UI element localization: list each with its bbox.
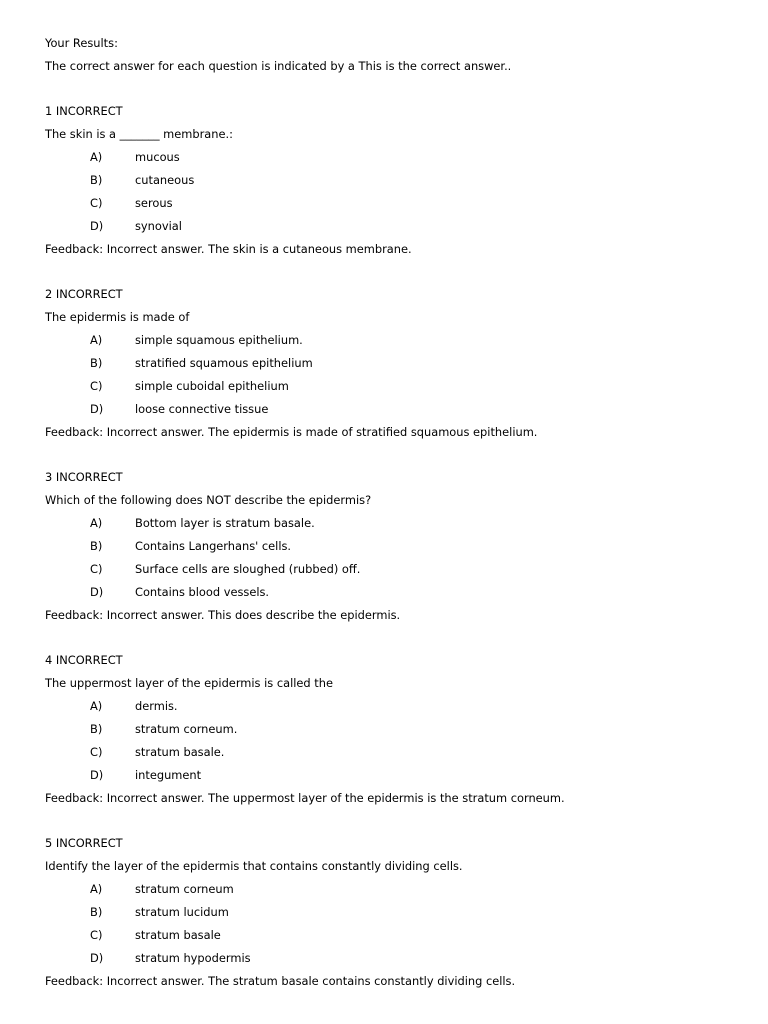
option-text: simple cuboidal epithelium bbox=[135, 379, 289, 393]
option-text: stratum basale. bbox=[135, 745, 225, 759]
question-status: 4 INCORRECT bbox=[45, 653, 123, 667]
option-text: stratum hypodermis bbox=[135, 951, 251, 965]
option-letter: C) bbox=[90, 928, 103, 942]
option-text: Contains blood vessels. bbox=[135, 585, 270, 599]
question-block bbox=[45, 104, 745, 265]
option-text: loose connective tissue bbox=[135, 402, 269, 416]
question-prompt: The epidermis is made of bbox=[45, 310, 190, 324]
option-letter: D) bbox=[90, 585, 104, 599]
option-text: integument bbox=[135, 768, 202, 782]
question-status: 5 INCORRECT bbox=[45, 836, 123, 850]
option-text: stratified squamous epithelium bbox=[135, 356, 313, 370]
answer-option bbox=[45, 516, 745, 539]
option-text: stratum basale bbox=[135, 928, 221, 942]
answer-option bbox=[45, 173, 745, 196]
option-letter: A) bbox=[90, 516, 103, 530]
answer-option bbox=[45, 150, 745, 173]
question-feedback: Feedback: Incorrect answer. The stratum basale contains constantly dividing cells. bbox=[45, 974, 516, 988]
option-text: Contains Langerhans' cells. bbox=[135, 539, 292, 553]
option-letter: D) bbox=[90, 219, 104, 233]
answer-option bbox=[45, 768, 745, 791]
answer-option bbox=[45, 699, 745, 722]
spacer bbox=[45, 814, 745, 836]
answer-option bbox=[45, 928, 745, 951]
results-title: Your Results: bbox=[45, 36, 118, 50]
option-letter: A) bbox=[90, 882, 103, 896]
spacer bbox=[45, 631, 745, 653]
question-status: 2 INCORRECT bbox=[45, 287, 123, 301]
option-text: cutaneous bbox=[135, 173, 195, 187]
answer-option bbox=[45, 585, 745, 608]
option-letter: D) bbox=[90, 402, 104, 416]
option-letter: A) bbox=[90, 699, 103, 713]
option-letter: C) bbox=[90, 745, 103, 759]
question-feedback: Feedback: Incorrect answer. The epidermis is made of stratified squamous epithelium. bbox=[45, 425, 538, 439]
option-letter: C) bbox=[90, 379, 103, 393]
option-text: mucous bbox=[135, 150, 180, 164]
answer-option bbox=[45, 562, 745, 585]
option-letter: A) bbox=[90, 150, 103, 164]
option-letter: B) bbox=[90, 539, 103, 553]
answer-option bbox=[45, 722, 745, 745]
option-letter: D) bbox=[90, 951, 104, 965]
option-text: stratum corneum bbox=[135, 882, 234, 896]
question-prompt: The skin is a _______ membrane.: bbox=[45, 127, 233, 141]
option-text: Surface cells are sloughed (rubbed) off. bbox=[135, 562, 361, 576]
option-letter: A) bbox=[90, 333, 103, 347]
question-block bbox=[45, 653, 745, 814]
option-text: synovial bbox=[135, 219, 182, 233]
spacer bbox=[45, 265, 745, 287]
spacer bbox=[45, 448, 745, 470]
option-text: stratum corneum. bbox=[135, 722, 238, 736]
results-note: The correct answer for each question is indicated by a This is the correct answer.. bbox=[45, 59, 512, 73]
option-text: simple squamous epithelium. bbox=[135, 333, 303, 347]
answer-option bbox=[45, 882, 745, 905]
answer-option bbox=[45, 905, 745, 928]
spacer bbox=[45, 82, 745, 104]
question-prompt: The uppermost layer of the epidermis is called the bbox=[45, 676, 333, 690]
option-text: serous bbox=[135, 196, 173, 210]
option-text: Bottom layer is stratum basale. bbox=[135, 516, 315, 530]
option-letter: C) bbox=[90, 562, 103, 576]
answer-option bbox=[45, 539, 745, 562]
question-feedback: Feedback: Incorrect answer. The skin is a cutaneous membrane. bbox=[45, 242, 412, 256]
answer-option bbox=[45, 379, 745, 402]
answer-option bbox=[45, 951, 745, 974]
option-letter: D) bbox=[90, 768, 104, 782]
option-text: dermis. bbox=[135, 699, 178, 713]
answer-option bbox=[45, 219, 745, 242]
question-status: 1 INCORRECT bbox=[45, 104, 123, 118]
option-letter: B) bbox=[90, 905, 103, 919]
answer-option bbox=[45, 402, 745, 425]
question-status: 3 INCORRECT bbox=[45, 470, 123, 484]
option-letter: B) bbox=[90, 356, 103, 370]
question-block bbox=[45, 287, 745, 448]
question-feedback: Feedback: Incorrect answer. The uppermost layer of the epidermis is the stratum corneum. bbox=[45, 791, 565, 805]
question-prompt: Identify the layer of the epidermis that contains constantly dividing cells. bbox=[45, 859, 463, 873]
option-letter: C) bbox=[90, 196, 103, 210]
question-prompt: Which of the following does NOT describe the epidermis? bbox=[45, 493, 372, 507]
answer-option bbox=[45, 333, 745, 356]
question-block bbox=[45, 836, 745, 997]
answer-option bbox=[45, 356, 745, 379]
results-page bbox=[45, 36, 745, 997]
answer-option bbox=[45, 745, 745, 768]
option-letter: B) bbox=[90, 722, 103, 736]
question-feedback: Feedback: Incorrect answer. This does describe the epidermis. bbox=[45, 608, 401, 622]
option-text: stratum lucidum bbox=[135, 905, 229, 919]
option-letter: B) bbox=[90, 173, 103, 187]
answer-option bbox=[45, 196, 745, 219]
question-block bbox=[45, 470, 745, 631]
